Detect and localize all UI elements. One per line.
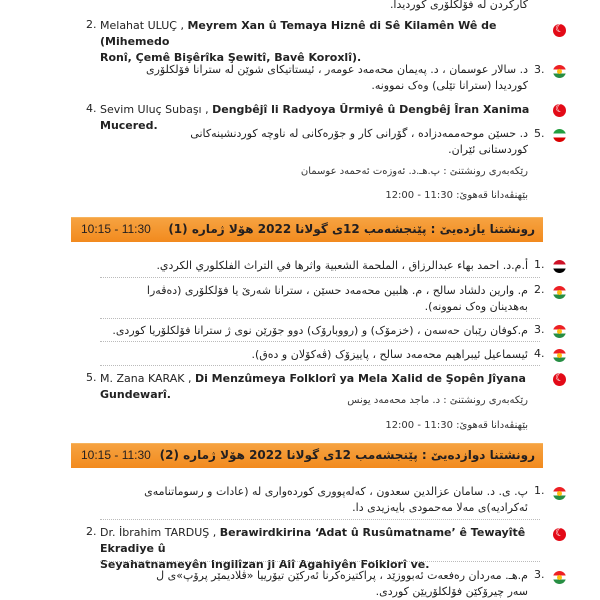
paper-entry: م.کوفان رێبان حەسەن ، (خزمۆک) و (رووبارۆک) دوو جۆرێن نوی ژ سترانا فۆلکلۆریا کوردی.	[112, 324, 528, 337]
item-number: 2.	[86, 525, 97, 538]
kurdistan-flag-icon	[553, 349, 566, 362]
item-number: 5.	[86, 371, 97, 384]
paper-title: Dengbêjî li Radyoya Ûrmiyê û Dengbêj Îran Xanima Mucered.	[100, 103, 530, 132]
item-number: 2.	[534, 283, 545, 296]
turkey-flag-icon	[553, 373, 566, 386]
coffee-break: بێهنڤەدانا قەهوێ: 11:30 - 12:00	[385, 420, 528, 431]
item-number: 4.	[534, 347, 545, 360]
author-name: M. Zana KARAK ,	[100, 372, 192, 385]
item-number: 3.	[534, 63, 545, 76]
paper-entry: أ.م.د. احمد بهاء عبدالرزاق ، الملحمة الشعبية واثرها في التراث الفلكلوري الكردي.	[156, 259, 528, 272]
paper-title: Meyrem Xan û Temaya Hiznê di Sê Kilamên Wê de (Mihemedo	[100, 19, 497, 48]
continuation-line: کارکردن لە فۆلکلۆری کوردیدا.	[389, 0, 528, 11]
iraq-flag-icon	[553, 260, 566, 273]
paper-entry: پ. ی. د. سامان عزالدین سعدون ، کەلەپووری کوردەواری لە (عادات و رسوماتنامەی ئەکرادیە)ی مەلا مەحمودی بایەزیدی دا.	[144, 485, 528, 514]
author-name: Melahat ULUÇ ,	[100, 19, 184, 32]
coffee-break: بێهنڤەدانا قەهوێ: 11:30 - 12:00	[385, 190, 528, 201]
session-header	[71, 443, 543, 468]
paper-title-cont: Ronî, Çemê Bişêrîka Şewitî, Bavê Koroxlî).	[100, 51, 362, 64]
turkey-flag-icon	[553, 104, 566, 117]
author-name: Sevim Uluç Subaşı ,	[100, 103, 209, 116]
session-chair: رێکەبەری رونشتنێ : پ.هـ.د. ئەوزەت ئەحمەد عوسمان	[300, 166, 528, 177]
item-number: 3.	[534, 323, 545, 336]
iran-flag-icon	[553, 129, 566, 142]
paper-entry: م.هـ. مەردان رەفعەت ئەبووزێد ، پراکتیزەکرنا ئەرکێن تیۆرییا «ڤلادیمێر پرۆپ»ی ل سەر چیرۆکێن فۆلکلۆریێن کوردی.	[156, 569, 528, 598]
paper-entry: د. سالار عوسمان ، د. پەیمان محەمەد عومەر ، ئیستاتیکای شوێن لە سترانا فۆلکلۆری کوردیدا (سترانا تێلی) وەک نموونە.	[145, 63, 528, 92]
kurdistan-flag-icon	[553, 571, 566, 584]
divider	[100, 561, 540, 562]
divider	[100, 277, 540, 278]
paper-title-cont: Seyahatnameyên Ingilîzan ji Alî Agahiyên Folklorî ve.	[100, 558, 430, 571]
paper-entry: ئیسماعیل ئیبراهیم محەمەد سالح ، پاییزۆک (ڤەکۆلان و دەق).	[251, 348, 528, 361]
item-number: 4.	[86, 102, 97, 115]
kurdistan-flag-icon	[553, 65, 566, 78]
item-number: 3.	[534, 568, 545, 581]
paper-entry: د. حسێن موحەممەدزادە ، گۆرانی کار و جۆرەکانی لە ناوچە کوردنشینەکانی کوردستانی ئێران.	[190, 127, 528, 156]
item-number: 1.	[534, 258, 545, 271]
item-number: 2.	[86, 18, 97, 31]
paper-title: Berawirdkirina ‘Adat û Rusûmatname’ ê Tewayîtê Ekradiye û	[100, 526, 526, 555]
session-time: 10:15 - 11:30	[81, 222, 151, 236]
kurdistan-flag-icon	[553, 487, 566, 500]
divider	[100, 341, 540, 342]
session-title: رونشتنا یازدەیێ : پێنجشەمب 12ی گولانا 2022 هۆلا ژمارە (1)	[168, 222, 535, 236]
divider	[100, 318, 540, 319]
turkey-flag-icon	[553, 24, 566, 37]
divider	[100, 365, 540, 366]
item-number: 1.	[534, 484, 545, 497]
session-chair: رێکەبەری رونشتنێ : د. ماجد محەمەد یونس	[347, 395, 528, 406]
turkey-flag-icon	[553, 528, 566, 541]
paper-entry: م. وارین دلشاد سالح ، م. هلبین محەمەد حسێن ، سترانا شەرێ یا فۆلکلۆری (دەڤەرا بەهدینان وەک نموونە).	[146, 284, 528, 313]
session-time: 10:15 - 11:30	[81, 448, 151, 462]
paper-title: Di Menzûmeya Folklorî ya Mela Xalid de Şopên Jîyana Gundewarî.	[100, 372, 526, 401]
session-title: رونشتنا دوازدەیێ : پێنجشەمب 12ی گولانا 2022 هۆلا ژمارە (2)	[159, 448, 535, 462]
item-number: 5.	[534, 127, 545, 140]
session-header	[71, 217, 543, 242]
kurdistan-flag-icon	[553, 325, 566, 338]
kurdistan-flag-icon	[553, 286, 566, 299]
author-name: Dr. İbrahim TARDUŞ ,	[100, 526, 217, 539]
divider	[100, 519, 540, 520]
